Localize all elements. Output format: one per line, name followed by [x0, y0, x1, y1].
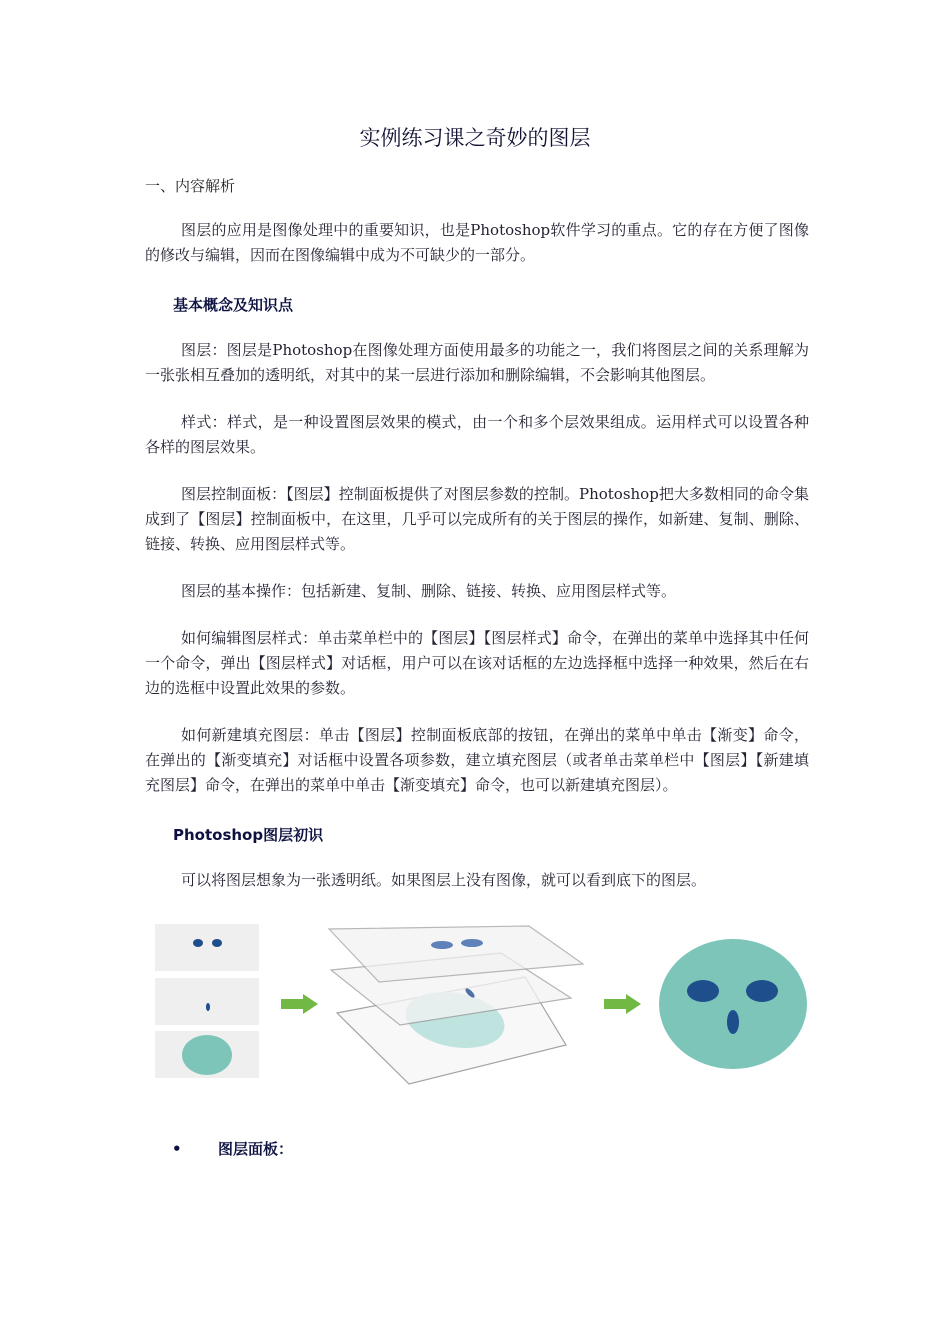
photoshop-layer-heading: Photoshop图层初识 [173, 826, 324, 844]
composite-face [659, 939, 807, 1069]
layer-paragraph: 图层：图层是Photoshop在图像处理方面使用最多的功能之一，我们将图层之间的关系理解为一张张相互叠加的透明纸，对其中的某一层进行添加和删除编辑，不会影响其他图层。 [145, 341, 809, 384]
section-heading: 一、内容解析 [145, 177, 236, 195]
layer-thumbnails [155, 924, 259, 1078]
panel-paragraph: 图层控制面板：【图层】控制面板提供了对图层参数的控制。Photoshop把大多数相同的命令集成到了【图层】控制面板中，在这里，几乎可以完成所有的关于图层的操作，如新建、复制、删除、链接、转换、应用图层样式等。 [145, 485, 809, 553]
edit-style-paragraph: 如何编辑图层样式：单击菜单栏中的【图层】【图层样式】命令，在弹出的菜单中选择其中任何一个命令，弹出【图层样式】对话框，用户可以在该对话框的左边选择框中选择一种效果，然后在右边的选框中设置此效果的参数。 [145, 629, 809, 697]
nose-layer-thumb [155, 978, 259, 1025]
intro-paragraph: 图层的应用是图像处理中的重要知识，也是Photoshop软件学习的重点。它的存在方便了图像的修改与编辑，因而在图像编辑中成为不可缺少的一部分。 [145, 221, 809, 264]
arrow-icon [604, 994, 641, 1014]
bullet-dot: • [172, 1140, 182, 1158]
transparent-paragraph: 可以将图层想象为一张透明纸。如果图层上没有图像，就可以看到底下的图层。 [181, 871, 707, 889]
layers-panel-bullet [172, 1138, 293, 1159]
page-title: 实例练习课之奇妙的图层 [359, 126, 591, 150]
style-paragraph: 样式：样式，是一种设置图层效果的模式，由一个和多个层效果组成。运用样式可以设置各种各样的图层效果。 [145, 413, 809, 456]
fill-layer-paragraph: 如何新建填充图层：单击【图层】控制面板底部的按钮，在弹出的菜单中单击【渐变】命令，在弹出的【渐变填充】对话框中设置各项参数，建立填充图层（或者单击菜单栏中【图层】【新建填充图层】命令，在弹出的菜单中单击【渐变填充】命令，也可以新建填充图层）。 [145, 726, 809, 794]
arrow-icon [281, 994, 318, 1014]
stacked-layers-diagram [329, 926, 583, 1084]
eyes-layer-thumb [155, 924, 259, 971]
operations-paragraph: 图层的基本操作：包括新建、复制、删除、链接、转换、应用图层样式等。 [181, 582, 677, 600]
bullet-text: 图层面板： [218, 1140, 294, 1158]
concepts-heading: 基本概念及知识点 [173, 296, 294, 314]
